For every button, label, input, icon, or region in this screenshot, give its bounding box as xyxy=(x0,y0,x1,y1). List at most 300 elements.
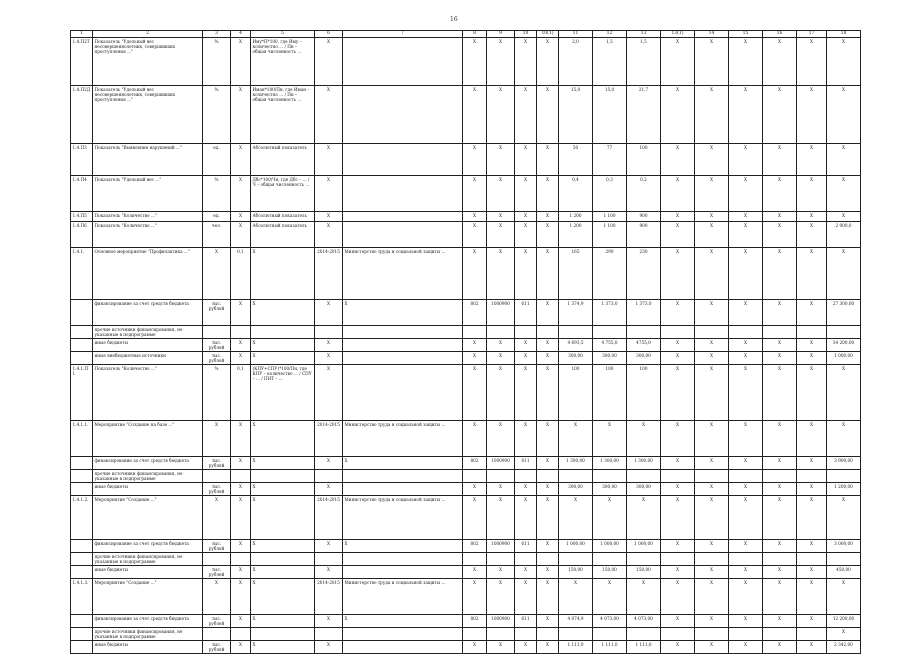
table-cell: Министерство труда и социальной защиты ... xyxy=(343,248,463,300)
table-cell: Х xyxy=(593,579,627,615)
table-row xyxy=(71,496,861,540)
table-cell: Х xyxy=(763,222,797,248)
table-cell: Х xyxy=(537,496,559,540)
table-cell: Х xyxy=(827,421,861,457)
column-number: 14 xyxy=(695,31,729,38)
table-cell: Х xyxy=(797,540,827,553)
table-cell: Х xyxy=(537,483,559,496)
column-number: 17 xyxy=(797,31,827,38)
table-cell: Х xyxy=(695,641,729,654)
table-cell: Х xyxy=(695,300,729,326)
table-cell: Х xyxy=(729,615,763,628)
table-cell: тыс. рублей xyxy=(203,540,231,553)
table-row xyxy=(71,470,861,483)
table-cell: 15,0 xyxy=(593,86,627,144)
table-cell: Х xyxy=(695,38,729,86)
table-cell: ед. xyxy=(203,144,231,176)
table-cell xyxy=(763,628,797,641)
table-cell: Х xyxy=(661,212,695,222)
table-cell: 0,2 xyxy=(627,176,661,212)
table-cell: Х xyxy=(515,421,537,457)
row-code-cell xyxy=(71,540,93,553)
table-cell xyxy=(695,553,729,566)
table-cell: Х xyxy=(729,579,763,615)
table-row xyxy=(71,540,861,553)
table-cell xyxy=(231,628,251,641)
table-cell: Х xyxy=(231,457,251,470)
table-cell xyxy=(729,326,763,339)
table-cell: 1 100 xyxy=(593,212,627,222)
table-cell: Х xyxy=(729,86,763,144)
table-row xyxy=(71,641,861,654)
row-title-cell: Показатель "Выявление нарушений ..." xyxy=(93,144,203,176)
table-cell: Х xyxy=(729,339,763,352)
table-cell: 300,00 xyxy=(593,352,627,365)
table-cell: 1 000,00 xyxy=(627,540,661,553)
table-cell: Х xyxy=(251,641,315,654)
table-cell: Х xyxy=(695,421,729,457)
table-cell: Х xyxy=(537,38,559,86)
table-cell: 0,4 xyxy=(559,176,593,212)
table-cell: Х xyxy=(487,86,515,144)
table-cell: 4 755,0 xyxy=(593,339,627,352)
table-cell: Х xyxy=(515,38,537,86)
table-cell: Х xyxy=(729,365,763,421)
column-number: 1 xyxy=(71,31,93,38)
table-cell: Х xyxy=(515,222,537,248)
table-cell: 1000900 xyxy=(487,300,515,326)
table-cell: Х xyxy=(251,579,315,615)
table-cell: 300,00 xyxy=(627,483,661,496)
column-number: 18 xyxy=(827,31,861,38)
table-cell xyxy=(627,326,661,339)
table-cell: Х xyxy=(827,176,861,212)
table-cell: Х xyxy=(559,421,593,457)
table-cell: Х xyxy=(515,496,537,540)
table-cell: Х xyxy=(231,615,251,628)
table-cell: Х xyxy=(231,176,251,212)
table-cell: Х xyxy=(827,38,861,86)
table-cell: Х xyxy=(251,496,315,540)
table-row xyxy=(71,300,861,326)
table-cell: 611 xyxy=(515,540,537,553)
table-cell xyxy=(343,144,463,176)
table-cell: Х xyxy=(763,144,797,176)
table-cell: Х xyxy=(315,86,343,144)
table-cell: Х xyxy=(797,339,827,352)
table-cell: Х xyxy=(515,365,537,421)
table-cell: Х xyxy=(463,579,487,615)
row-title-cell: Показатель "Количество ..." xyxy=(93,365,203,421)
column-number: 13(1) xyxy=(661,31,695,38)
table-cell: Х xyxy=(231,566,251,579)
table-row xyxy=(71,421,861,457)
table-cell: Х xyxy=(559,579,593,615)
table-cell: Х xyxy=(515,579,537,615)
row-code-cell xyxy=(71,615,93,628)
table-cell: 1 111,0 xyxy=(627,641,661,654)
table-cell: Х xyxy=(661,222,695,248)
table-cell: 900 xyxy=(627,222,661,248)
table-cell: Х xyxy=(729,248,763,300)
table-cell: Х xyxy=(487,496,515,540)
table-cell: Х xyxy=(315,212,343,222)
table-cell: Х xyxy=(763,579,797,615)
table-cell xyxy=(827,553,861,566)
table-row xyxy=(71,566,861,579)
table-row xyxy=(71,326,861,339)
table-cell: Х xyxy=(231,144,251,176)
row-code-cell xyxy=(71,470,93,483)
table-cell: Х xyxy=(231,540,251,553)
table-cell xyxy=(627,553,661,566)
table-cell: Х xyxy=(537,339,559,352)
table-cell xyxy=(343,176,463,212)
column-number: 8 xyxy=(463,31,487,38)
table-cell: Х xyxy=(763,566,797,579)
row-title-cell: иные бюджеты xyxy=(93,641,203,654)
table-row xyxy=(71,457,861,470)
column-number: 2 xyxy=(93,31,203,38)
table-cell xyxy=(515,553,537,566)
table-cell: Х xyxy=(827,365,861,421)
table-cell: 1 200 xyxy=(559,212,593,222)
table-cell xyxy=(343,326,463,339)
table-cell: 100 xyxy=(627,365,661,421)
table-cell: Х xyxy=(231,212,251,222)
table-cell xyxy=(463,553,487,566)
table-cell: Х xyxy=(627,579,661,615)
table-cell: 300,00 xyxy=(559,352,593,365)
table-cell xyxy=(315,326,343,339)
table-cell: 2,0 xyxy=(559,38,593,86)
table-cell: 2014-2015 xyxy=(315,496,343,540)
table-cell: Х xyxy=(797,457,827,470)
table-cell: Х xyxy=(797,352,827,365)
table-cell: % xyxy=(203,176,231,212)
table-cell: Х xyxy=(231,641,251,654)
table-cell: Х xyxy=(695,540,729,553)
table-cell xyxy=(559,470,593,483)
table-cell: Х xyxy=(515,212,537,222)
table-cell xyxy=(231,553,251,566)
table-cell: Х xyxy=(251,483,315,496)
table-cell: Х xyxy=(797,496,827,540)
table-cell: Х xyxy=(231,339,251,352)
table-cell xyxy=(537,470,559,483)
table-cell: Х xyxy=(463,352,487,365)
table-cell: Х xyxy=(251,300,315,326)
table-cell: Х xyxy=(827,212,861,222)
table-cell xyxy=(343,365,463,421)
table-cell: Х xyxy=(729,144,763,176)
table-cell: 1 200,00 xyxy=(827,483,861,496)
table-cell: 2014-2015 xyxy=(315,248,343,300)
table-cell: Х xyxy=(463,176,487,212)
table-cell: Х xyxy=(315,615,343,628)
table-cell: 100 xyxy=(627,144,661,176)
table-cell: Х xyxy=(463,421,487,457)
table-cell xyxy=(729,553,763,566)
row-code-cell xyxy=(71,339,93,352)
table-cell: 12 200,00 xyxy=(827,615,861,628)
table-cell xyxy=(537,553,559,566)
row-code-cell: 1.4.1.2. xyxy=(71,496,93,540)
table-cell xyxy=(695,470,729,483)
row-title-cell: прочие источники финансирования, не указанные в подпрограмме xyxy=(93,553,203,566)
row-code-cell: 1.4.П3 xyxy=(71,144,93,176)
row-title-cell: иные бюджеты xyxy=(93,566,203,579)
table-cell: Х xyxy=(827,144,861,176)
table-cell xyxy=(251,628,315,641)
table-cell: Х xyxy=(729,212,763,222)
table-cell: 1 300,00 xyxy=(593,457,627,470)
table-cell: Х xyxy=(763,86,797,144)
row-title-cell: финансирование за счет средств бюджета xyxy=(93,457,203,470)
table-cell: Х xyxy=(515,176,537,212)
table-cell: Х xyxy=(463,496,487,540)
row-code-cell xyxy=(71,300,93,326)
table-cell: Х xyxy=(627,496,661,540)
table-cell: Х xyxy=(537,365,559,421)
table-cell: тыс. рублей xyxy=(203,641,231,654)
table-cell: Х xyxy=(797,641,827,654)
table-row xyxy=(71,579,861,615)
table-cell xyxy=(695,326,729,339)
table-cell: тыс. рублей xyxy=(203,457,231,470)
table-cell: 1,5 xyxy=(593,38,627,86)
table-cell: 611 xyxy=(515,457,537,470)
table-cell: Х xyxy=(661,352,695,365)
table-cell xyxy=(763,553,797,566)
table-cell: Х xyxy=(515,144,537,176)
table-cell xyxy=(343,566,463,579)
table-cell: Х xyxy=(203,248,231,300)
column-number: 11 xyxy=(559,31,593,38)
table-cell: Х xyxy=(827,628,861,641)
table-cell: 1 373,0 xyxy=(627,300,661,326)
table-cell: Х xyxy=(797,566,827,579)
table-cell: 1000900 xyxy=(487,615,515,628)
row-code-cell xyxy=(71,628,93,641)
table-cell: Иму*П*100, где Иму – количество ... / Пн – общая численность ... xyxy=(251,38,315,86)
table-cell: Х xyxy=(661,339,695,352)
table-cell: 802 xyxy=(463,300,487,326)
table-cell: Х xyxy=(797,86,827,144)
row-title-cell: Показатель "Удельный вес несовершеннолетних, совершивших преступления ..." xyxy=(93,38,203,86)
table-cell: Х xyxy=(797,38,827,86)
table-cell xyxy=(593,326,627,339)
table-cell xyxy=(515,470,537,483)
row-title-cell: прочие источники финансирования, не указанные в подпрограмме xyxy=(93,470,203,483)
table-cell: тыс. рублей xyxy=(203,566,231,579)
table-cell: Х xyxy=(231,222,251,248)
table-cell: Х xyxy=(661,566,695,579)
table-cell: Х xyxy=(231,579,251,615)
table-cell: Х xyxy=(797,222,827,248)
row-title-cell: Мероприятие "Создание ..." xyxy=(93,579,203,615)
table-cell: 15,0 xyxy=(559,86,593,144)
table-cell: 802 xyxy=(463,540,487,553)
table-cell: 2 342,00 xyxy=(827,641,861,654)
row-code-cell: 1.4.П2Т xyxy=(71,38,93,86)
table-cell xyxy=(203,628,231,641)
table-cell: Х xyxy=(695,222,729,248)
table-cell: 165 xyxy=(559,248,593,300)
table-cell: Х xyxy=(251,457,315,470)
table-row xyxy=(71,365,861,421)
table-cell: Х xyxy=(537,212,559,222)
row-code-cell xyxy=(71,326,93,339)
table-cell: 450,00 xyxy=(827,566,861,579)
table-cell xyxy=(251,326,315,339)
row-title-cell: Мероприятие "Создание на базе ..." xyxy=(93,421,203,457)
table-cell: Х xyxy=(231,496,251,540)
row-code-cell: 1.4.1.3. xyxy=(71,579,93,615)
column-number: 10 xyxy=(515,31,537,38)
table-cell xyxy=(315,470,343,483)
table-cell: 4755,0 xyxy=(627,339,661,352)
table-cell: Х xyxy=(661,641,695,654)
table-cell: Х xyxy=(763,38,797,86)
table-cell: Х xyxy=(729,421,763,457)
table-cell: 1 300,00 xyxy=(559,457,593,470)
table-cell: 34 200,00 xyxy=(827,339,861,352)
table-cell xyxy=(487,470,515,483)
table-cell: Х xyxy=(695,579,729,615)
table-cell: Х xyxy=(537,579,559,615)
table-cell: 1 000,00 xyxy=(827,352,861,365)
table-cell xyxy=(487,326,515,339)
table-row xyxy=(71,352,861,365)
column-number: 12 xyxy=(593,31,627,38)
table-cell: Х xyxy=(797,212,827,222)
table-cell: Х xyxy=(559,496,593,540)
table-cell: Х xyxy=(537,566,559,579)
table-cell: Х xyxy=(463,86,487,144)
table-cell: тыс. рублей xyxy=(203,483,231,496)
table-cell: % xyxy=(203,365,231,421)
table-cell: Х xyxy=(763,352,797,365)
table-cell: 77 xyxy=(593,144,627,176)
table-cell: 100 xyxy=(559,365,593,421)
table-cell: Х xyxy=(763,176,797,212)
table-cell xyxy=(661,553,695,566)
table-cell: 1 000,00 xyxy=(593,540,627,553)
table-cell: 1000900 xyxy=(487,540,515,553)
table-cell: Х xyxy=(487,222,515,248)
table-cell: тыс. рублей xyxy=(203,615,231,628)
table-cell: тыс. рублей xyxy=(203,339,231,352)
table-cell: Х xyxy=(763,421,797,457)
table-cell: 0,1 xyxy=(231,248,251,300)
table-cell: 21,7 xyxy=(627,86,661,144)
table-cell: 1,5 xyxy=(627,38,661,86)
table-cell: 802 xyxy=(463,457,487,470)
table-cell: 4 074,9 xyxy=(559,615,593,628)
table-cell: Х xyxy=(729,483,763,496)
table-cell: Х xyxy=(231,421,251,457)
table-cell: Х xyxy=(537,540,559,553)
table-cell xyxy=(315,628,343,641)
table-cell xyxy=(559,326,593,339)
table-cell: Х xyxy=(729,457,763,470)
table-cell: 1 111,0 xyxy=(559,641,593,654)
table-cell: тыс. рублей xyxy=(203,352,231,365)
table-cell: Х xyxy=(661,540,695,553)
table-cell: Х xyxy=(537,641,559,654)
table-row xyxy=(71,483,861,496)
table-cell xyxy=(559,628,593,641)
table-cell: Х xyxy=(463,641,487,654)
table-cell: Х xyxy=(797,615,827,628)
table-row xyxy=(71,38,861,86)
table-cell: Х xyxy=(729,300,763,326)
table-cell xyxy=(343,352,463,365)
row-code-cell xyxy=(71,457,93,470)
table-cell: Абсолютный показатель xyxy=(251,212,315,222)
table-cell: Х xyxy=(515,352,537,365)
table-body xyxy=(71,31,861,654)
page-number: 16 xyxy=(450,16,458,23)
table-cell: 1 000,00 xyxy=(559,540,593,553)
table-cell: Х xyxy=(515,339,537,352)
table-cell: Х xyxy=(695,176,729,212)
table-cell: Х xyxy=(763,483,797,496)
table-cell: Х xyxy=(315,176,343,212)
row-title-cell: финансирование за счет средств бюджета xyxy=(93,540,203,553)
table-cell: Х xyxy=(797,365,827,421)
table-cell xyxy=(343,212,463,222)
table-cell: 150,00 xyxy=(593,566,627,579)
table-cell: 50 xyxy=(559,144,593,176)
table-cell: Х xyxy=(827,86,861,144)
table-cell: 1 111,0 xyxy=(593,641,627,654)
table-cell xyxy=(559,553,593,566)
table-cell: 4 693,5 xyxy=(559,339,593,352)
table-cell: Х xyxy=(231,86,251,144)
table-cell xyxy=(627,628,661,641)
table-row xyxy=(71,628,861,641)
table-cell: Х xyxy=(661,38,695,86)
table-cell: 802 xyxy=(463,615,487,628)
table-cell: Х xyxy=(487,483,515,496)
table-cell: Х xyxy=(251,615,315,628)
table-cell xyxy=(827,470,861,483)
table-cell: Х xyxy=(797,300,827,326)
table-cell: Х xyxy=(537,248,559,300)
row-code-cell: 1.4.П5 xyxy=(71,212,93,222)
column-number: 13 xyxy=(627,31,661,38)
table-cell xyxy=(763,470,797,483)
table-cell: 3 900,00 xyxy=(827,457,861,470)
table-cell: Х xyxy=(343,615,463,628)
table-cell: Х xyxy=(537,176,559,212)
table-cell: 150,00 xyxy=(627,566,661,579)
row-title-cell: Основное мероприятие "Профилактика ..." xyxy=(93,248,203,300)
table-cell: Х xyxy=(487,365,515,421)
table-cell: Х xyxy=(487,248,515,300)
column-number: 5 xyxy=(251,31,315,38)
table-cell: Х xyxy=(661,496,695,540)
table-cell: Х xyxy=(827,579,861,615)
table-cell: 0,1 xyxy=(231,365,251,421)
table-cell xyxy=(343,86,463,144)
table-cell: Х xyxy=(463,212,487,222)
table-cell xyxy=(797,553,827,566)
table-cell xyxy=(537,326,559,339)
table-cell: Х xyxy=(231,300,251,326)
